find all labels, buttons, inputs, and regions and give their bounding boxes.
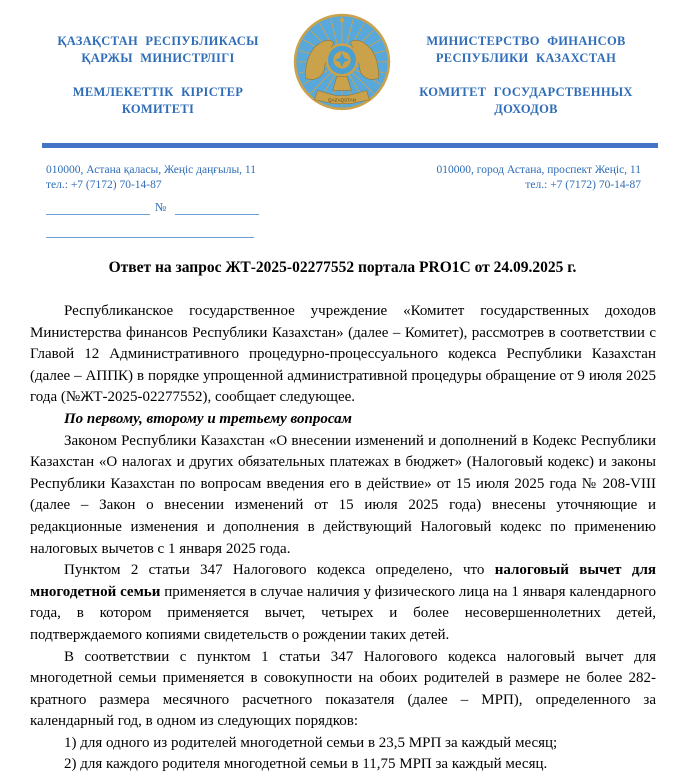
phone-line: тел.: +7 (7172) 70-14-87 [525,179,641,191]
address-line: 010000, Астана қаласы, Жеңіс даңғылы, 11 [46,164,256,176]
dept-name-line: МЕМЛЕКЕТТІК КІРІСТЕР [72,85,244,99]
dept-name-line: КОМИТЕТІ [121,102,195,116]
address-block-russian [360,163,641,193]
kazakhstan-state-emblem-icon [291,13,393,115]
paragraph-point1: В соответствии с пунктом 1 статьи 347 Налогового кодекса налоговый вычет для многодетной семьи применяется в совокупности на обоих родителей в размере не более 282-кратного размера месячного расчетного показателя (далее – МРП), определенного за календарный год, в одном из следующих порядков: [30,648,656,730]
document-title: Ответ на запрос ЖТ-2025-02277552 портала PRO1C от 24.09.2025 г. [108,259,577,276]
svg-text:QAZAQSTAN: QAZAQSTAN [328,97,356,103]
date-blank-line [46,203,150,215]
letter-body [30,301,656,773]
number-sign: № [154,200,167,214]
org-name-line: РЕСПУБЛИКИ КАЗАХСТАН [435,51,617,65]
phone-line: тел.: +7 (7172) 70-14-87 [46,179,162,191]
org-name-line: ҚАЗАҚСТАН РЕСПУБЛИКАСЫ [57,34,259,48]
org-name-line: ҚАРЖЫ МИНИСТРЛІГІ [81,51,235,65]
outgoing-number-line [46,200,346,216]
list-item: 1) для одного из родителей многодетной семьи в 23,5 МРП за каждый месяц; [64,734,558,751]
paragraph-intro: Республиканское государственное учреждение «Комитет государственных доходов Министерства финансов Республики Казахстан» (далее – Комитет), рассмотрев в соответствии с Главой 12 Административного процедурно-процессуального кодекса Республики Казахстан (далее – АППК) в порядке упрощенной административной процедуры обращение от 9 июля 2025 года (№ЖТ-2025-02277552), сообщает следующее. [30,303,656,406]
address-block-kazakh [46,163,346,239]
letterhead-left-kazakh [38,33,278,118]
paragraph-text: Пунктом 2 статьи 347 Налогового кодекса определено, что [64,562,495,579]
question-heading: По первому, второму и третьему вопросам [64,410,352,427]
number-blank-line [175,203,259,215]
dept-name-line: ДОХОДОВ [494,102,558,116]
paragraph-text: применяется в случае наличия у физического лица на 1 января календарного года, в котором применяется вычет, четырех и более несовершеннолетних детей, подтверждаемого копиями свидетельств о рождении таких детей. [30,583,657,643]
paragraph-point2 [30,560,656,646]
list-item: 2) для каждого родителя многодетной семьи в 11,75 МРП за каждый месяц. [64,756,548,773]
letterhead-right-russian [400,33,652,118]
reference-blank-line [46,226,254,238]
paragraph-law: Законом Республики Казахстан «О внесении изменений и дополнений в Кодекс Республики Казахстан «О налогах и других обязательных платежах в бюджет» (Налоговый кодекс) и законы Республики Казахстан по вопросам введения его в действие» от 15 июля 2025 года № 208-VIII (далее – Закон о внесении изменений от 15 июля 2025 года) внесены уточняющие и редакционные изменения и дополнения в действующий Налоговый кодекс по применению налоговых вычетов с 1 января 2025 года. [30,432,656,557]
emphasized-term: налоговый вычет для многодетной семьи [30,562,656,600]
reference-blank-line-row [46,223,346,239]
address-line: 010000, город Астана, проспект Жеңіс, 11 [436,164,641,176]
dept-name-line: КОМИТЕТ ГОСУДАРСТВЕННЫХ [419,85,633,99]
org-name-line: МИНИСТЕРСТВО ФИНАНСОВ [426,34,626,48]
letterhead-divider-rule [42,143,658,148]
